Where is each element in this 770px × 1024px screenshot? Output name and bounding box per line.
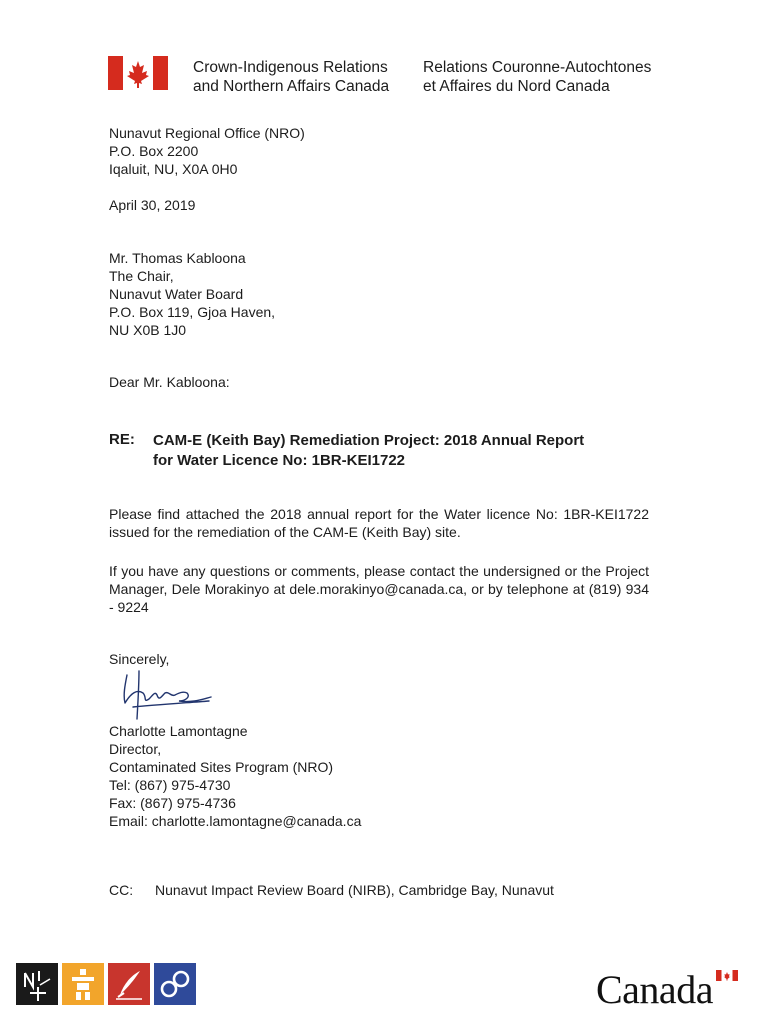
department-name-english <box>193 58 389 96</box>
ni-logo-icon <box>16 963 58 1005</box>
cc-label: CC: <box>109 882 134 898</box>
sender-address-line: P.O. Box 2200 <box>109 143 199 159</box>
recipient-line: Mr. Thomas Kabloona <box>109 250 246 266</box>
closing: Sincerely, <box>109 651 170 667</box>
body-paragraph-1: Please find attached the 2018 annual report for the Water licence No: 1BR-KEI1722 issued for the remediation of the CAM-E (Keith Bay) site. <box>109 506 649 540</box>
signatory-tel: Tel: (867) 975-4730 <box>109 777 231 793</box>
department-en-line2: and Northern Affairs Canada <box>193 78 390 95</box>
canada-wordmark-flag-icon <box>716 970 738 981</box>
subject-line1: CAM-E (Keith Bay) Remediation Project: 2018 Annual Report <box>153 432 585 449</box>
signatory-email: Email: charlotte.lamontagne@canada.ca <box>109 813 362 829</box>
department-en-line1: Crown-Indigenous Relations <box>193 59 388 76</box>
sender-address-line: Iqaluit, NU, X0A 0H0 <box>109 161 238 177</box>
department-fr-line2: et Affaires du Nord Canada <box>423 78 610 95</box>
inukshuk-icon <box>62 963 104 1005</box>
recipient-address <box>109 249 275 339</box>
recipient-line: NU X0B 1J0 <box>109 322 187 338</box>
quill-icon <box>108 963 150 1005</box>
sender-address <box>109 124 305 178</box>
infinity-icon <box>154 963 196 1005</box>
canada-flag-icon <box>108 56 168 90</box>
letter-date: April 30, 2019 <box>109 197 196 213</box>
department-fr-line1: Relations Couronne-Autochtones <box>423 59 652 76</box>
signatory-program: Contaminated Sites Program (NRO) <box>109 759 334 775</box>
signatory-name: Charlotte Lamontagne <box>109 723 248 739</box>
salutation: Dear Mr. Kabloona: <box>109 374 230 390</box>
signatory-title: Director, <box>109 741 162 757</box>
sender-address-line: Nunavut Regional Office (NRO) <box>109 125 305 141</box>
signatory-block <box>109 722 361 830</box>
signatory-fax: Fax: (867) 975-4736 <box>109 795 236 811</box>
subject-line2: for Water Licence No: 1BR-KEI1722 <box>153 452 406 469</box>
canada-wordmark: Canada <box>596 967 713 1012</box>
subject <box>153 431 584 471</box>
body-paragraph-2: If you have any questions or comments, please contact the undersigned or the Project Manager, Dele Morakinyo at dele.morakinyo@canada.ca, or by telephone at (819) 934 - 9224 <box>109 563 649 615</box>
subject-label: RE: <box>109 431 135 448</box>
recipient-line: P.O. Box 119, Gjoa Haven, <box>109 304 276 320</box>
signature-icon <box>103 663 223 723</box>
recipient-line: Nunavut Water Board <box>109 286 244 302</box>
department-name-french <box>423 58 651 96</box>
cc-recipients: Nunavut Impact Review Board (NIRB), Cambridge Bay, Nunavut <box>155 882 554 898</box>
recipient-line: The Chair, <box>109 268 174 284</box>
footer-icons <box>16 963 196 1005</box>
